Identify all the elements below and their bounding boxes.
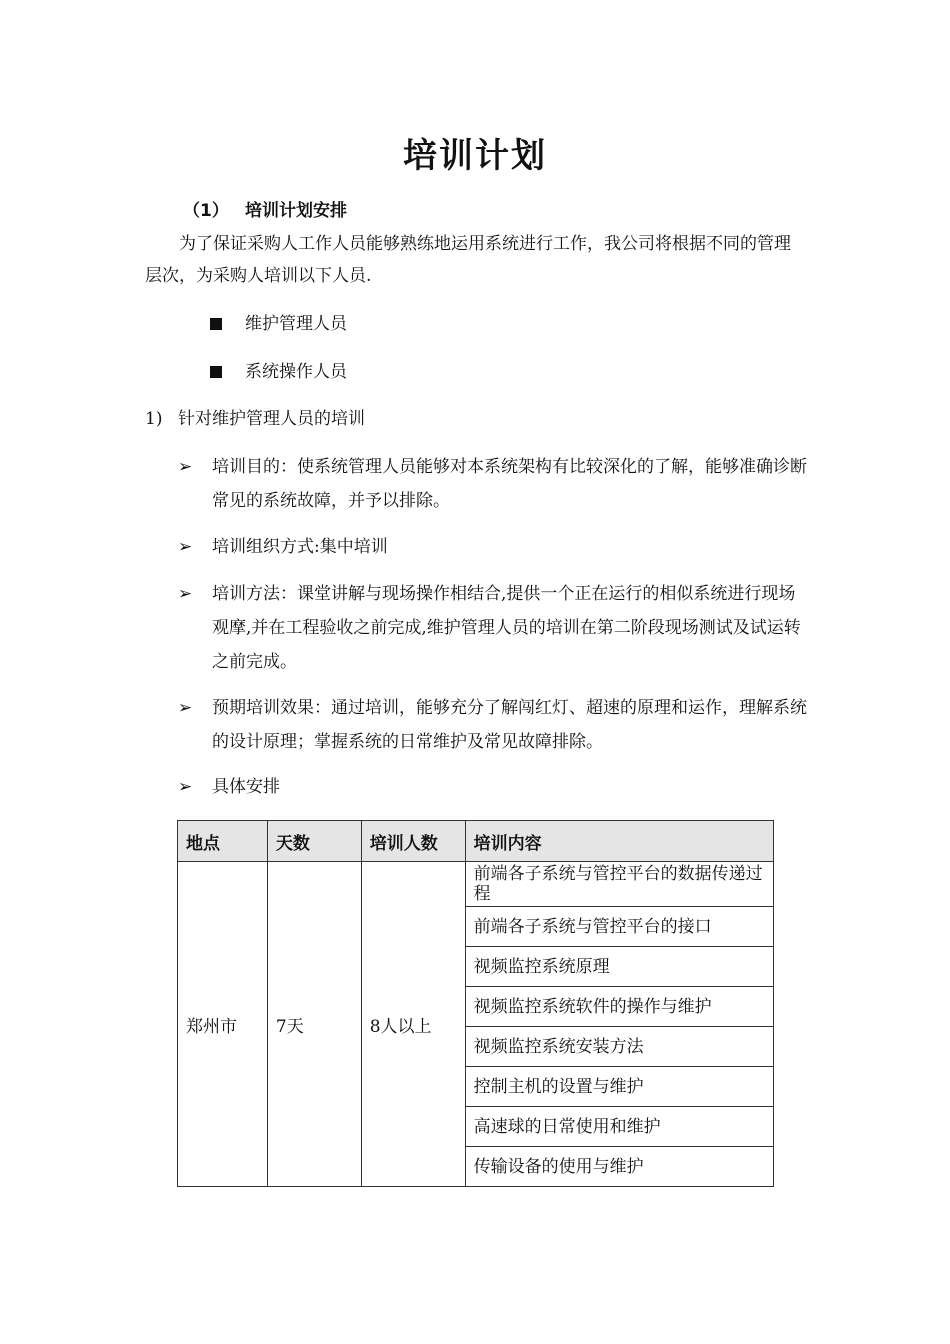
personnel-item: 维护管理人员: [245, 314, 347, 334]
list-item-effect: 预期培训效果：通过培训，能够充分了解闯红灯、超速的原理和运作，理解系统的设计原理；掌握系统的日常维护及常见故障排除。: [212, 698, 807, 752]
list-item-schedule: 具体安排: [212, 777, 280, 797]
column-header: 地点: [178, 821, 268, 862]
list-item-method: 培训方法：课堂讲解与现场操作相结合,提供一个正在运行的相似系统进行现场观摩,并在工程验收之前完成,维护管理人员的培训在第二阶段现场测试及试运转之前完成。: [212, 584, 801, 672]
section-heading: 培训计划安排: [245, 201, 347, 221]
table-header-row: [178, 821, 774, 862]
content-cell: 传输设备的使用与维护: [465, 1147, 773, 1187]
arrow-bullet-icon: ➢: [178, 698, 193, 718]
arrow-bullet-icon: ➢: [178, 537, 193, 557]
section-number: （1）: [183, 201, 229, 221]
column-header: 培训内容: [465, 821, 773, 862]
arrow-bullet-icon: ➢: [178, 777, 193, 797]
content-cell: 视频监控系统软件的操作与维护: [465, 987, 773, 1027]
people-cell: 8人以上: [361, 862, 465, 1187]
subsection-number: 1): [145, 409, 163, 429]
content-cell: 视频监控系统安装方法: [465, 1027, 773, 1067]
training-schedule-table: [177, 820, 774, 1187]
content-cell: 控制主机的设置与维护: [465, 1067, 773, 1107]
table-row: [178, 862, 774, 907]
list-item-organization: 培训组织方式:集中培训: [212, 537, 388, 557]
square-bullet-icon: [210, 366, 222, 378]
content-cell: 前端各子系统与管控平台的数据传递过程: [465, 862, 773, 907]
content-cell: 高速球的日常使用和维护: [465, 1107, 773, 1147]
days-cell: 7天: [267, 862, 361, 1187]
page-title: 培训计划: [403, 136, 547, 176]
content-cell: 视频监控系统原理: [465, 947, 773, 987]
personnel-item: 系统操作人员: [245, 362, 347, 382]
column-header: 天数: [267, 821, 361, 862]
list-item-purpose: 培训目的：使系统管理人员能够对本系统架构有比较深化的了解，能够准确诊断常见的系统故障，并予以排除。: [212, 457, 807, 511]
arrow-bullet-icon: ➢: [178, 457, 193, 477]
arrow-bullet-icon: ➢: [178, 584, 193, 604]
intro-paragraph: 为了保证采购人工作人员能够熟练地运用系统进行工作，我公司将根据不同的管理层次，为采购人培训以下人员.: [145, 234, 791, 286]
square-bullet-icon: [210, 318, 222, 330]
content-cell: 前端各子系统与管控平台的接口: [465, 907, 773, 947]
subsection-heading: 针对维护管理人员的培训: [178, 409, 365, 429]
location-cell: 郑州市: [178, 862, 268, 1187]
column-header: 培训人数: [361, 821, 465, 862]
